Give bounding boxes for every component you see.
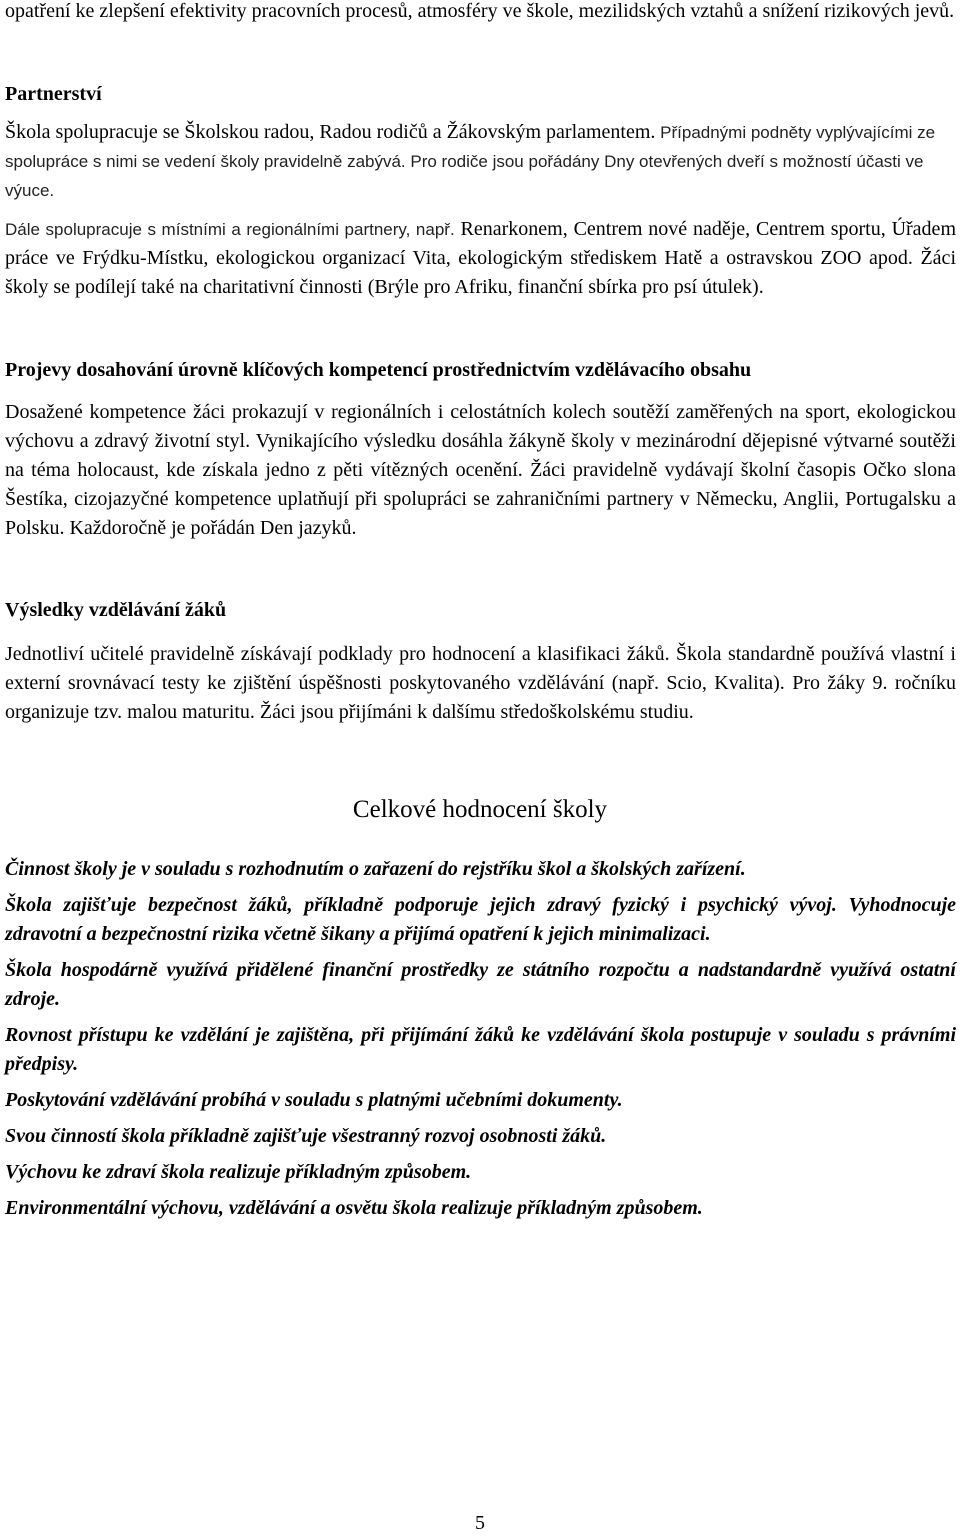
partnerstvi-heading-text: Partnerství: [5, 83, 102, 105]
statement-3: Škola hospodárně využívá přidělené finanční prostředky ze státního rozpočtu a nadstandardně využívá ostatní zdroje.: [5, 959, 956, 1010]
intro-text: opatření ke zlepšení efektivity pracovních procesů, atmosféry ve škole, mezilidských vztahů a snížení rizikových jevů.: [5, 0, 955, 22]
partnerstvi-para1: [5, 118, 956, 205]
section-heading-vysledky: [5, 596, 956, 625]
celkove-heading-text: Celkové hodnocení školy: [352, 796, 608, 823]
partnerstvi-para2: [5, 215, 956, 302]
kompetence-text: Dosažené kompetence žáci prokazují v regionálních i celostátních kolech soutěží zaměřených na sport, ekologickou výchovu a zdravý životní styl. Vynikajícího výsledku dosáhla žákyně školy v mezinárodní dějepisné výtvarné soutěži na téma holocaust, kde získala jedno z pěti vítězných ocenění. Žáci pravidelně vydávají školní časopis Očko slona Šestíka, cizojazyčné kompetence uplatňují při spolupráci se zahraničními partnery v Německu, Anglii, Portugalsku a Polsku. Každoročně je pořádán Den jazyků.: [5, 401, 956, 539]
section-heading-kompetence: [5, 356, 956, 385]
statement-5: Poskytování vzdělávání probíhá v souladu s platnými učebními dokumenty.: [5, 1089, 623, 1111]
para1-sans-part: Případnými podněty vyplývajícími ze spolupráce s nimi se vedení školy pravidelně zabývá. Pro rodiče jsou pořádány Dny otevřených dveří s možností účasti ve výuce.: [5, 123, 936, 200]
section-heading-partnerstvi: [5, 80, 956, 109]
statement-7: Výchovu ke zdraví škola realizuje příkladným způsobem.: [5, 1161, 472, 1183]
para2-sans-part: Dále spolupracuje s místními a regionálními partnery, např.: [5, 220, 455, 239]
celkove-statements: [5, 855, 956, 1223]
intro-continuation: [5, 0, 956, 26]
para1-serif-part: Škola spolupracuje se Školskou radou, Radou rodičů a Žákovským parlamentem.: [5, 121, 656, 143]
vysledky-paragraph: [5, 640, 956, 727]
kompetence-paragraph: [5, 398, 956, 543]
statement-2: Škola zajišťuje bezpečnost žáků, příkladně podporuje jejich zdravý fyzický i psychický vývoj. Vyhodnocuje zdravotní a bezpečnostní rizika včetně šikany a přijímá opatření k jejich minimalizaci.: [5, 894, 956, 945]
partnerstvi-paragraph-2: [5, 215, 956, 302]
statement-8: Environmentální výchovu, vzdělávání a osvětu škola realizuje příkladným způsobem.: [5, 1197, 703, 1219]
vysledky-text: Jednotliví učitelé pravidelně získávají podklady pro hodnocení a klasifikaci žáků. Škola standardně používá vlastní i externí srovnávací testy ke zjištění úspěšnosti poskytovaného vzdělávání (např. Scio, Kvalita). Pro žáky 9. ročníku organizuje tzv. malou maturitu. Žáci jsou přijímáni k dalšímu středoškolskému studiu.: [5, 643, 956, 723]
vysledky-heading-text: Výsledky vzdělávání žáků: [5, 599, 227, 621]
statement-4: Rovnost přístupu ke vzdělání je zajištěna, při přijímání žáků ke vzdělávání škola postupuje v souladu s právními předpisy.: [5, 1024, 956, 1075]
page-number: 5: [475, 1512, 485, 1534]
statement-6: Svou činností škola příkladně zajišťuje všestranný rozvoj osobnosti žáků.: [5, 1125, 607, 1147]
statement-1: Činnost školy je v souladu s rozhodnutím o zařazení do rejstříku škol a školských zařízení.: [5, 858, 746, 880]
kompetence-heading-text: Projevy dosahování úrovně klíčových kompetencí prostřednictvím vzdělávacího obsahu: [5, 359, 752, 381]
para2-serif-part: Renarkonem, Centrem nové naděje, Centrem sportu, Úřadem práce ve Frýdku-Místku, ekologickou organizací Vita, ekologickým střediskem Hatě a ostravskou ZOO apod. Žáci školy se podílejí také na charitativní činnosti (Brýle pro Afriku, finanční sbírka pro psí útulek).: [5, 218, 956, 298]
partnerstvi-paragraph-1: [5, 118, 956, 205]
celkove-heading: [0, 794, 960, 826]
